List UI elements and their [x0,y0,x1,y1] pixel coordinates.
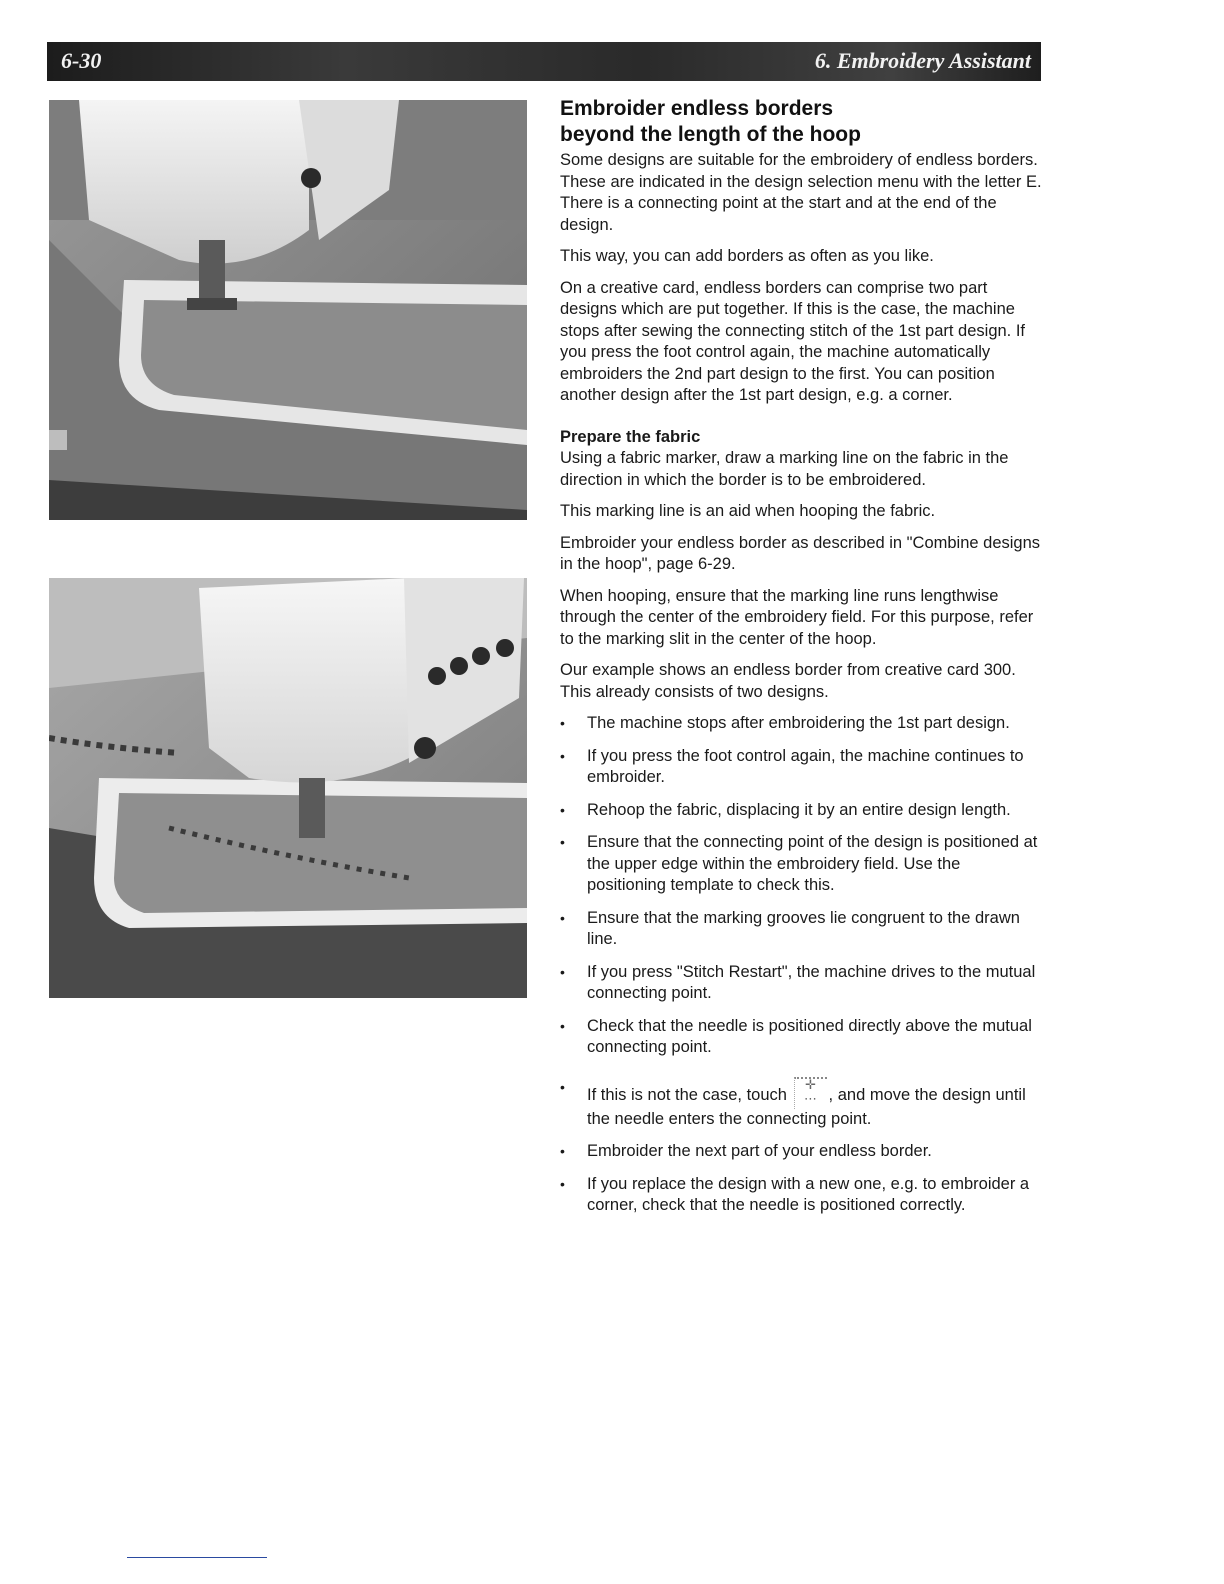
prepare-paragraph: Our example shows an endless border from creative card 300. This already consists of two designs. [560,661,1016,701]
touch-text-before: If this is not the case, touch [587,1085,787,1104]
steps-list [560,713,1042,1217]
section-title-line-1: Embroider endless borders [560,97,834,120]
list-item: • Check that the needle is positioned directly above the mutual connecting point. [560,1016,1042,1059]
chapter-title: 6. Embroidery Assistant [814,48,1031,73]
page-number: 6-30 [61,48,102,73]
intro-paragraph: On a creative card, endless borders can comprise two part designs which are put together. If this is the case, the machine stops after sewing the connecting stitch of the 1st part design. If you press the foot control again, the machine automatically embroiders the 2nd part design to the first. You can position another design after the 1st part design, e.g. a corner. [560,278,1026,404]
prepare-paragraph: Using a fabric marker, draw a marking line on the fabric in the direction in which the border is to be embroidered. [560,449,1009,489]
machine-hoop-photo-top [49,100,527,520]
list-item: • If you replace the design with a new one, e.g. to embroider a corner, check that the needle is positioned correctly. [560,1174,1042,1217]
list-item: • Embroider the next part of your endless border. [560,1141,1042,1163]
machine-border-photo-bottom [49,578,527,998]
list-item: • If you press the foot control again, the machine continues to embroider. [560,746,1042,789]
footer-rule [127,1557,267,1558]
page-header-bar [47,42,1041,81]
prepare-paragraph: Embroider your endless border as described in "Combine designs in the hoop", page 6-29. [560,533,1041,573]
subheading-prepare-fabric: Prepare the fabric [560,427,701,446]
list-item: • Ensure that the connecting point of the design is positioned at the upper edge within the embroidery field. Use the positioning template to check this. [560,832,1042,897]
intro-paragraph: Some designs are suitable for the embroidery of endless borders. These are indicated in the design selection menu with the letter E. There is a connecting point at the start and at the end of the design. [560,151,1042,234]
intro-paragraph: This way, you can add borders as often as you like. [560,247,934,265]
list-item: • If you press "Stitch Restart", the machine drives to the mutual connecting point. [560,962,1042,1005]
prepare-paragraph: When hooping, ensure that the marking line runs lengthwise through the center of the embroidery field. For this purpose, refer to the marking slit in the center of the hoop. [560,586,1034,648]
section-title [560,96,1042,148]
touch-text-after: , and move the design until the needle enters the connecting point. [587,1085,1026,1128]
prepare-paragraph: This marking line is an aid when hooping the fabric. [560,502,936,520]
section-title-line-2: beyond the length of the hoop [560,123,861,146]
move-design-icon: ✛ ⋯ [794,1077,827,1109]
list-item: • The machine stops after embroidering the 1st part design. [560,713,1042,735]
list-item: • Ensure that the marking grooves lie congruent to the drawn line. [560,908,1042,951]
list-item-touch [560,1077,1042,1131]
article-content [560,96,1042,1228]
list-item: • Rehoop the fabric, displacing it by an entire design length. [560,800,1042,822]
